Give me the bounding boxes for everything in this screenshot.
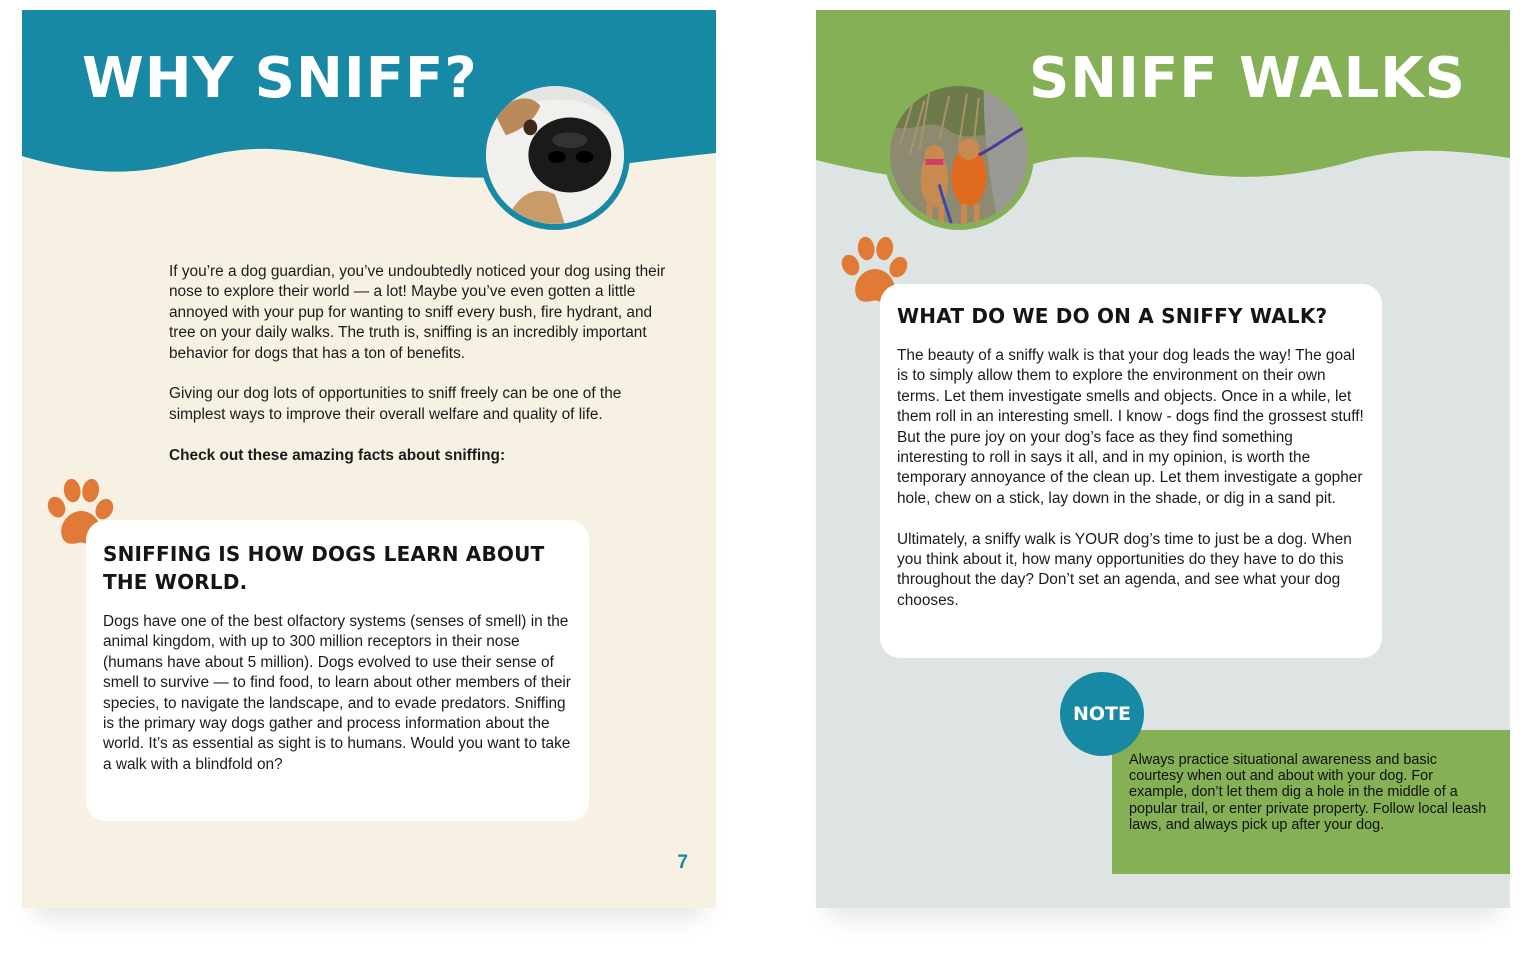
card-text: Dogs have one of the best olfactory systems (senses of smell) in the animal kingdom, with up to 300 million receptors in their nose (humans have about 5 million). Dogs evolved to use their sense of smell to survive — to find food, to learn about other members of their species, to navigate the landscape, and to evade predators. Sniffing is the primary way dogs gather and process information about the world. It’s as essential as sight is to humans. Would you want to take a walk with a blindfold on? (103, 613, 571, 773)
note-box: Always practice situational awareness and basic courtesy when out and about with your dog. For example, don’t let them dig a hole in the middle of a popular trail, or enter private property. Follow local leash laws, and always pick up after your dog. (1112, 730, 1510, 874)
page-title: SNIFF WALKS (1028, 46, 1466, 111)
card-paragraph: Ultimately, a sniffy walk is YOUR dog’s time to just be a dog. When you think about it, how many opportunities do they have to do this throughout the day? Don’t set an agenda, and see what your dog chooses. (897, 530, 1352, 609)
card-heading: WHAT DO WE DO ON A SNIFFY WALK? (897, 304, 1328, 328)
facts-intro-bold: Check out these amazing facts about sniffing: (169, 446, 506, 464)
dog-nose-photo (480, 80, 630, 230)
dogs-walk-photo (884, 80, 1034, 230)
dog-nose-closeup-icon (486, 86, 624, 224)
card-heading: SNIFFING IS HOW DOGS LEARN ABOUT THE WORLD. (103, 542, 545, 594)
page-number: 7 (677, 852, 688, 873)
sniffy-walk-card (880, 284, 1382, 658)
fact-card (86, 520, 589, 821)
note-badge: NOTE (1060, 672, 1144, 756)
card-paragraph: The beauty of a sniffy walk is that your dog leads the way! The goal is to simply allow them to explore the environment on their own terms. Let them investigate smells and objects. Once in a while, let them roll in an interesting smell. I know - dogs find the grossest stuff! But the pure joy on your dog’s face as they find something interesting to roll in says it all, and in my opinion, is worth the temporary annoyance of the clean up. Let them investigate a gopher hole, chew on a stick, lay down in the shade, or dig in a sand pit. (897, 347, 1364, 507)
page-title: WHY SNIFF? (82, 46, 478, 111)
dogs-on-walk-icon (890, 86, 1028, 224)
intro-paragraph: If you’re a dog guardian, you’ve undoubtedly noticed your dog using their nose to explore their world — a lot! Maybe you’ve even gotten a little annoyed with your pup for wanting to sniff every bush, fire hydrant, and tree on your daily walks. The truth is, sniffing is an incredibly important behavior for dogs that has a ton of benefits. (169, 263, 666, 362)
intro-paragraph: Giving our dog lots of opportunities to sniff freely can be one of the simplest ways to improve their overall welfare and quality of life. (169, 385, 622, 423)
intro-text (169, 262, 679, 466)
